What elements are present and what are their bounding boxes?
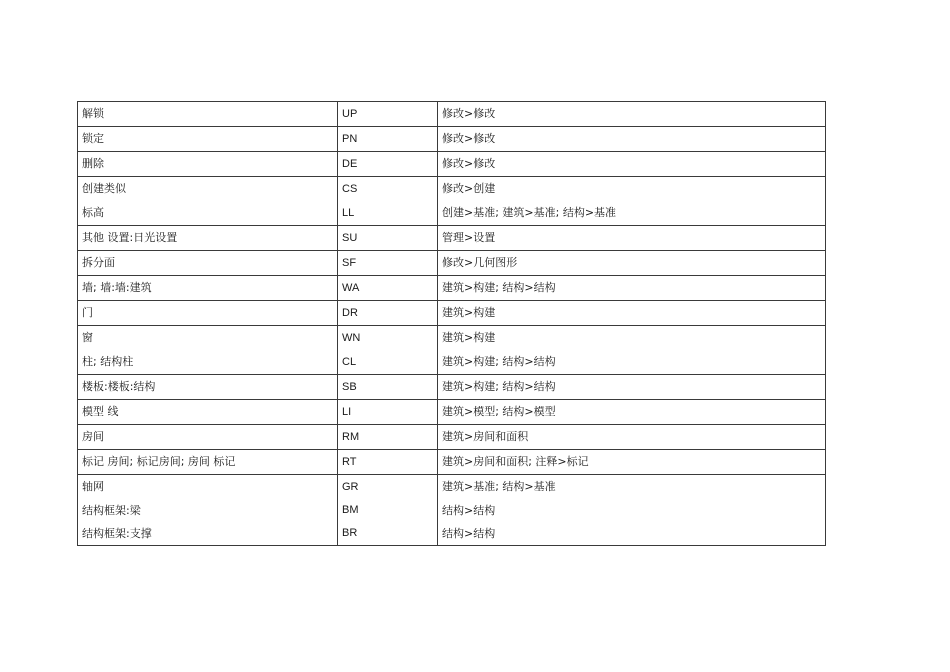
location-cell: 建筑>构建; 结构>结构 — [438, 350, 826, 375]
command-cell: 房间 — [78, 425, 338, 450]
location-cell: 建筑>构建; 结构>结构 — [438, 375, 826, 400]
location-cell: 建筑>构建; 结构>结构 — [438, 276, 826, 301]
command-cell: 其他 设置:日光设置 — [78, 226, 338, 251]
shortcut-table-body — [78, 102, 826, 546]
table-row — [78, 201, 826, 226]
command-cell: 结构框架:梁 — [78, 499, 338, 522]
location-cell: 建筑>房间和面积 — [438, 425, 826, 450]
command-cell: 模型 线 — [78, 400, 338, 425]
shortcut-cell: UP — [338, 102, 438, 127]
shortcut-cell: SB — [338, 375, 438, 400]
shortcut-cell: DR — [338, 301, 438, 326]
shortcut-cell: RT — [338, 450, 438, 475]
table-row — [78, 102, 826, 127]
shortcut-cell: SF — [338, 251, 438, 276]
command-cell: 标记 房间; 标记房间; 房间 标记 — [78, 450, 338, 475]
shortcut-cell: DE — [338, 152, 438, 177]
table-row — [78, 400, 826, 425]
table-row — [78, 301, 826, 326]
command-cell: 门 — [78, 301, 338, 326]
shortcut-cell: SU — [338, 226, 438, 251]
table-row — [78, 522, 826, 546]
table-row — [78, 226, 826, 251]
location-cell: 结构>结构 — [438, 499, 826, 522]
shortcut-cell: WA — [338, 276, 438, 301]
location-cell: 修改>创建 — [438, 177, 826, 202]
location-cell: 管理>设置 — [438, 226, 826, 251]
table-row — [78, 152, 826, 177]
command-cell: 楼板:楼板:结构 — [78, 375, 338, 400]
table-row — [78, 475, 826, 500]
command-cell: 轴网 — [78, 475, 338, 500]
shortcut-cell: LI — [338, 400, 438, 425]
location-cell: 修改>几何图形 — [438, 251, 826, 276]
table-row — [78, 425, 826, 450]
shortcut-cell: PN — [338, 127, 438, 152]
table-row — [78, 450, 826, 475]
shortcut-cell: CL — [338, 350, 438, 375]
command-cell: 创建类似 — [78, 177, 338, 202]
location-cell: 建筑>基准; 结构>基准 — [438, 475, 826, 500]
location-cell: 修改>修改 — [438, 127, 826, 152]
command-cell: 解锁 — [78, 102, 338, 127]
table-row — [78, 375, 826, 400]
location-cell: 建筑>房间和面积; 注释>标记 — [438, 450, 826, 475]
table-row — [78, 350, 826, 375]
table-row — [78, 177, 826, 202]
command-cell: 拆分面 — [78, 251, 338, 276]
shortcut-cell: GR — [338, 475, 438, 500]
shortcut-cell: BR — [338, 522, 438, 546]
command-cell: 窗 — [78, 326, 338, 351]
command-cell: 墙; 墙:墙:建筑 — [78, 276, 338, 301]
shortcut-cell: BM — [338, 499, 438, 522]
command-cell: 结构框架:支撑 — [78, 522, 338, 546]
location-cell: 建筑>构建 — [438, 301, 826, 326]
table-row — [78, 276, 826, 301]
shortcut-cell: CS — [338, 177, 438, 202]
shortcut-cell: RM — [338, 425, 438, 450]
command-cell: 标高 — [78, 201, 338, 226]
command-cell: 删除 — [78, 152, 338, 177]
table-row — [78, 326, 826, 351]
location-cell: 建筑>构建 — [438, 326, 826, 351]
table-row — [78, 127, 826, 152]
shortcut-cell: LL — [338, 201, 438, 226]
table-row — [78, 499, 826, 522]
shortcut-cell: WN — [338, 326, 438, 351]
shortcut-table — [77, 101, 826, 546]
location-cell: 创建>基准; 建筑>基准; 结构>基准 — [438, 201, 826, 226]
table-row — [78, 251, 826, 276]
command-cell: 锁定 — [78, 127, 338, 152]
location-cell: 建筑>模型; 结构>模型 — [438, 400, 826, 425]
command-cell: 柱; 结构柱 — [78, 350, 338, 375]
location-cell: 结构>结构 — [438, 522, 826, 546]
location-cell: 修改>修改 — [438, 102, 826, 127]
location-cell: 修改>修改 — [438, 152, 826, 177]
